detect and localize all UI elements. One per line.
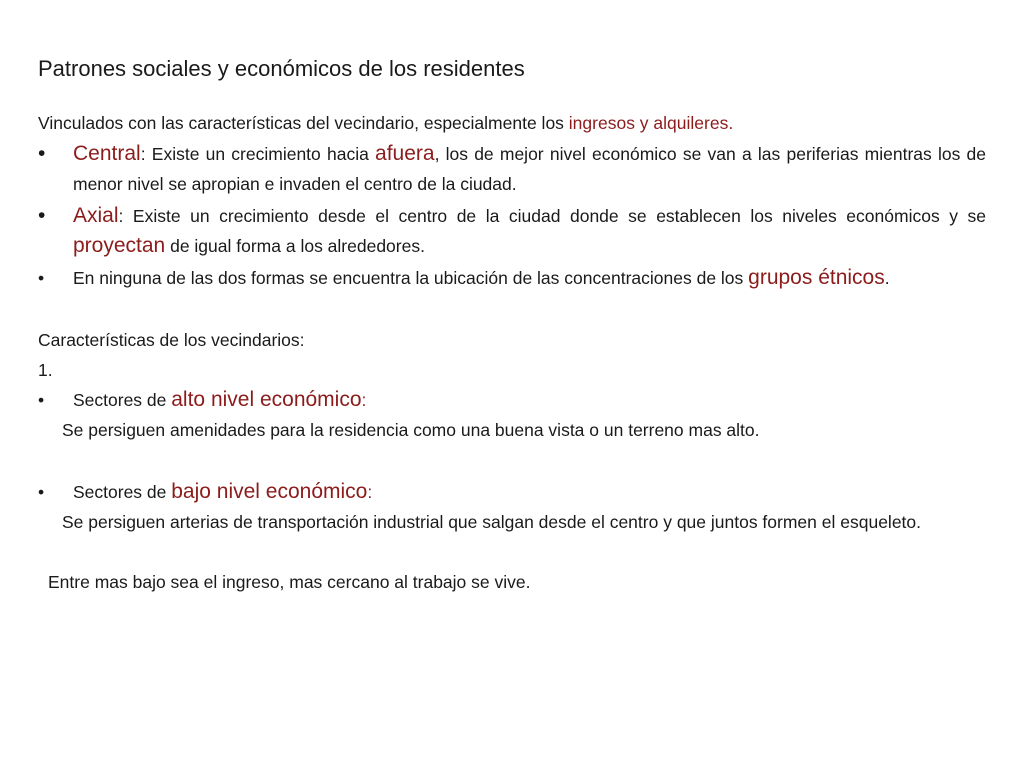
highlight-bajo-nivel: bajo nivel económico [171,480,368,503]
bullet-text: . [884,268,890,288]
bullet-marker: • [38,482,45,502]
bullet-marker: • [38,268,45,288]
bullet-axial [38,201,986,261]
intro-highlight: ingresos y alquileres. [568,113,734,133]
slide-title: Patrones sociales y económicos de los residentes [38,56,525,81]
features-heading: Características de los vecindarios: [38,330,305,350]
bullet-central [38,139,986,199]
sector-prefix: Sectores de [73,482,172,502]
bullet-marker: • [38,204,46,227]
bullet-low-level [38,477,986,507]
intro-paragraph [38,111,986,135]
sector-suffix: : [367,482,373,502]
bullet-marker: • [38,390,45,410]
term-central: Central [73,142,141,165]
highlight-grupos-etnicos: grupos étnicos [748,266,885,289]
highlight-afuera: afuera [375,142,435,165]
bullet-text: de igual forma a los alrededores. [165,236,425,256]
features-number: 1. [38,360,53,380]
low-level-description: Se persiguen arterias de transportación industrial que salgan desde el centro y que juntos formen el esqueleto. [62,512,922,532]
bullet-marker: • [38,142,46,165]
bullet-text: : Existe un crecimiento hacia [140,144,376,164]
high-level-description: Se persiguen amenidades para la residencia como una buena vista o un terreno mas alto. [62,420,760,440]
bullet-text: , los de mejor nivel económico se van a las periferias mientras los de menor nivel se apropian e invaden el centro de la ciudad. [73,144,986,194]
term-axial: Axial [73,204,119,227]
sector-suffix: : [361,390,367,410]
closing-statement: Entre mas bajo sea el ingreso, mas cercano al trabajo se vive. [48,572,531,592]
bullet-ethnic-groups [38,263,986,293]
sector-prefix: Sectores de [73,390,172,410]
slide-content [38,55,986,597]
highlight-alto-nivel: alto nivel económico [171,388,362,411]
highlight-proyectan: proyectan [73,234,166,257]
bullet-text: : Existe un crecimiento desde el centro de la ciudad donde se establecen los niveles económicos y se [118,206,986,226]
bullet-text: En ninguna de las dos formas se encuentra la ubicación de las concentraciones de los [73,268,749,288]
intro-text: Vinculados con las características del vecindario, especialmente los [38,113,569,133]
pattern-list [38,139,986,293]
bullet-high-level [38,385,986,415]
